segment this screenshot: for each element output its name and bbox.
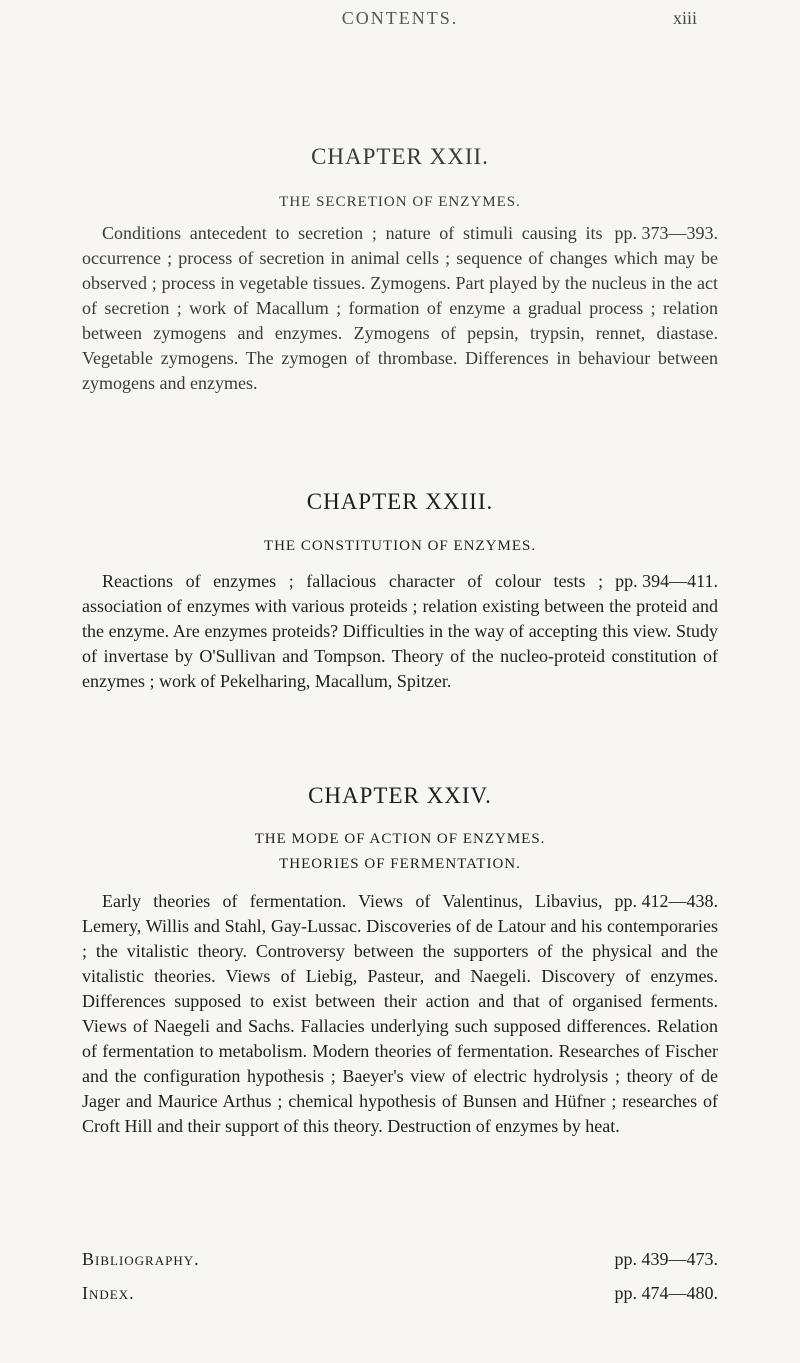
chapter-subtitle: THEORIES OF FERMENTATION. xyxy=(279,856,521,872)
page-range: pp. 412—438. xyxy=(614,891,718,911)
running-head xyxy=(0,8,800,38)
chapter-summary xyxy=(82,221,718,396)
chapter-title: THE MODE OF ACTION OF ENZYMES. xyxy=(254,831,546,847)
page-range: pp. 394—411. xyxy=(615,571,718,591)
page-range: pp. 373—393. xyxy=(614,223,718,243)
chapter-summary xyxy=(82,889,718,1139)
index-entry xyxy=(82,1280,718,1306)
bibliography-entry xyxy=(82,1246,718,1272)
bibliography-pages: pp. 439—473. xyxy=(614,1249,718,1269)
bibliography-label: Bibliography. xyxy=(82,1249,200,1269)
chapter-summary-text: Early theories of fermentation. Views of Valentinus, Libavius, Lemery, Willis and Stahl, Gay-Lussac. Discoveries of de Latour and his contemporaries ; the vitalistic theory. Controversy between the supporters of the physical and the vitalistic theories. Views of Liebig, Pasteur, and Naegeli. Discovery of enzymes. Differences supposed to exist between their action and that of organised ferments. Views of Naegeli and Sachs. Fallacies underlying such supposed differences. Relation of fermentation to metabolism. Modern theories of fermentation. Researches of Fischer and the configuration hypothesis ; Baeyer's view of electric hydrolysis ; theory of de Jager and Maurice Arthus ; chemical hypothesis of Bunsen and Hüfner ; researches of Croft Hill and their support of this theory. Destruction of enzymes by heat. xyxy=(82,891,718,1136)
chapter-xxiv xyxy=(82,781,718,1139)
chapter-title: THE CONSTITUTION OF ENZYMES. xyxy=(263,538,537,554)
index-pages: pp. 474—480. xyxy=(614,1283,718,1303)
chapter-xxiii xyxy=(82,487,718,694)
chapter-title: THE SECRETION OF ENZYMES. xyxy=(279,194,521,210)
chapter-summary-text: Conditions antecedent to secretion ; nature of stimuli causing its occurrence ; process of secretion in animal cells ; sequence of changes which may be observed ; process in vegetable tissues. Zymogens. Part played by the nucleus in the act of secretion ; work of Macallum ; formation of enzyme a gradual process ; relation between zymogens and enzymes. Zymogens of pepsin, trypsin, rennet, diastase. Vegetable zymogens. The zymogen of thrombase. Differences in behaviour between zymogens and enzymes. xyxy=(82,223,718,393)
chapter-heading: CHAPTER XXIII. xyxy=(306,489,494,514)
chapter-heading: CHAPTER XXII. xyxy=(311,144,489,169)
page-number: xiii xyxy=(672,8,697,28)
chapter-heading: CHAPTER XXIV. xyxy=(308,783,492,808)
index-label: Index. xyxy=(82,1283,135,1303)
chapter-xxii xyxy=(82,142,718,396)
running-title: CONTENTS. xyxy=(341,8,459,28)
chapter-summary xyxy=(82,569,718,694)
chapter-summary-text: Reactions of enzymes ; fallacious character of colour tests ; association of enzymes with various proteids ; relation existing between the proteid and the enzyme. Are enzymes proteids? Difficulties in the way of accepting this view. Study of invertase by O'Sullivan and Tompson. Theory of the nucleo-proteid constitution of enzymes ; work of Pekelharing, Macallum, Spitzer. xyxy=(82,571,718,691)
